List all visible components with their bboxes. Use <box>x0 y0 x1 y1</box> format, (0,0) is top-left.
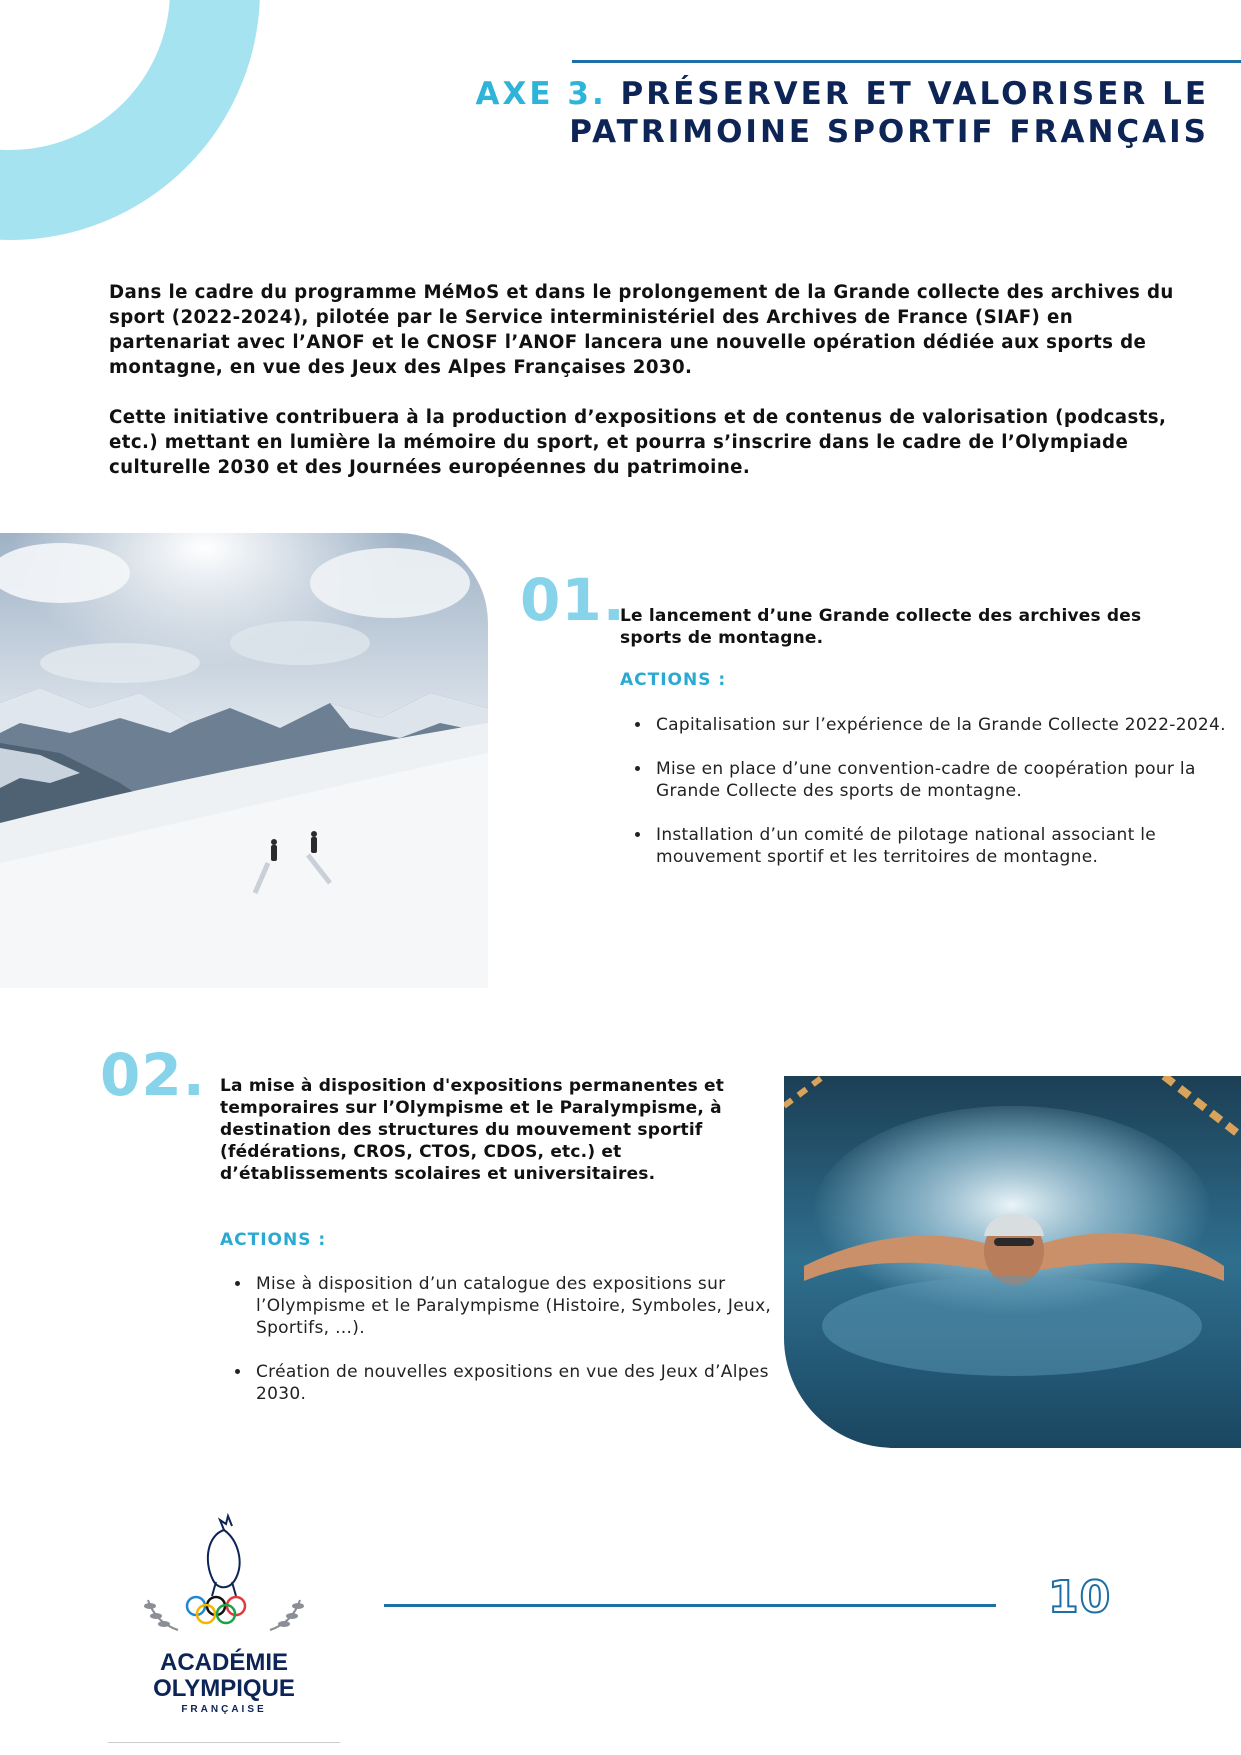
page-title <box>449 75 1209 151</box>
logo-line3: FRANÇAISE <box>181 1704 267 1715</box>
logo-line2: OLYMPIQUE <box>153 1675 295 1702</box>
list-item: • Mise en place d’une convention-cadre de coopération pour la Grande Collecte des sports de montagne. <box>652 758 1241 802</box>
item-number-02-text: 02 <box>100 1041 183 1109</box>
item-title-02: La mise à disposition d'expositions permanentes et temporaires sur l’Olympisme et le Paralympisme, à destination des structures du mouvement sportif (fédérations, CROS, CTOS, CDOS, etc.) et d’établissements scolaires et universitaires. <box>220 1076 725 1184</box>
list-item: • Installation d’un comité de pilotage national associant le mouvement sportif et les territoires de montagne. <box>652 824 1241 868</box>
swimmer-photo <box>784 1076 1241 1448</box>
item-number-01-text: 01 <box>520 566 603 634</box>
title-rule <box>572 60 1241 63</box>
title-line1: PRÉSERVER ET VALORISER LE <box>620 76 1209 112</box>
list-item: • Mise à disposition d’un catalogue des expositions sur l’Olympisme et le Paralympisme (Histoire, Symboles, Jeux, Sportifs, …). <box>252 1273 772 1339</box>
intro-paragraph-1: Dans le cadre du programme MéMoS et dans le prolongement de la Grande collecte des archives du sport (2022-2024), pilotée par le Service interministériel des Archives de France (SIAF) en partenariat avec l’ANOF et le CNOSF l’ANOF lancera une nouvelle opération dédiée aux sports de montagne, en vue des Jeux des Alpes Françaises 2030. <box>109 282 1174 378</box>
list-item: • Création de nouvelles expositions en vue des Jeux d’Alpes 2030. <box>252 1361 772 1405</box>
actions-label-02: ACTIONS : <box>220 1230 327 1250</box>
logo-underline <box>108 1742 340 1743</box>
actions-label-01: ACTIONS : <box>620 670 727 690</box>
logo-text-main <box>108 1650 340 1702</box>
item-number-01-dot: . <box>602 566 626 634</box>
mountain-photo <box>0 533 488 988</box>
actions-list-01 <box>624 714 1241 890</box>
item-number-02 <box>100 1041 206 1109</box>
academie-olympique-logo <box>108 1510 340 1742</box>
item-number-01 <box>520 566 626 634</box>
actions-list-02 <box>224 1273 772 1427</box>
footer-rule <box>384 1604 996 1607</box>
axe-label: AXE 3. <box>475 76 607 112</box>
page-number: 10 <box>1048 1572 1112 1623</box>
logo-line1: ACADÉMIE <box>159 1649 288 1676</box>
title-line2: PATRIMOINE SPORTIF FRANÇAIS <box>569 114 1209 150</box>
list-item: • Capitalisation sur l’expérience de la Grande Collecte 2022-2024. <box>652 714 1241 736</box>
item-number-02-dot: . <box>182 1041 206 1109</box>
rooster-rings-emblem-icon <box>108 1510 340 1650</box>
intro-text <box>109 280 1189 505</box>
item-title-01: Le lancement d’une Grande collecte des archives des sports de montagne. <box>620 606 1142 648</box>
decorative-arc <box>0 0 260 240</box>
intro-paragraph-2: Cette initiative contribuera à la production d’expositions et de contenus de valorisation (podcasts, etc.) mettant en lumière la mémoire du sport, et pourra s’inscrire dans le cadre de l’Olympiade culturelle 2030 et des Journées européennes du patrimoine. <box>109 407 1167 478</box>
